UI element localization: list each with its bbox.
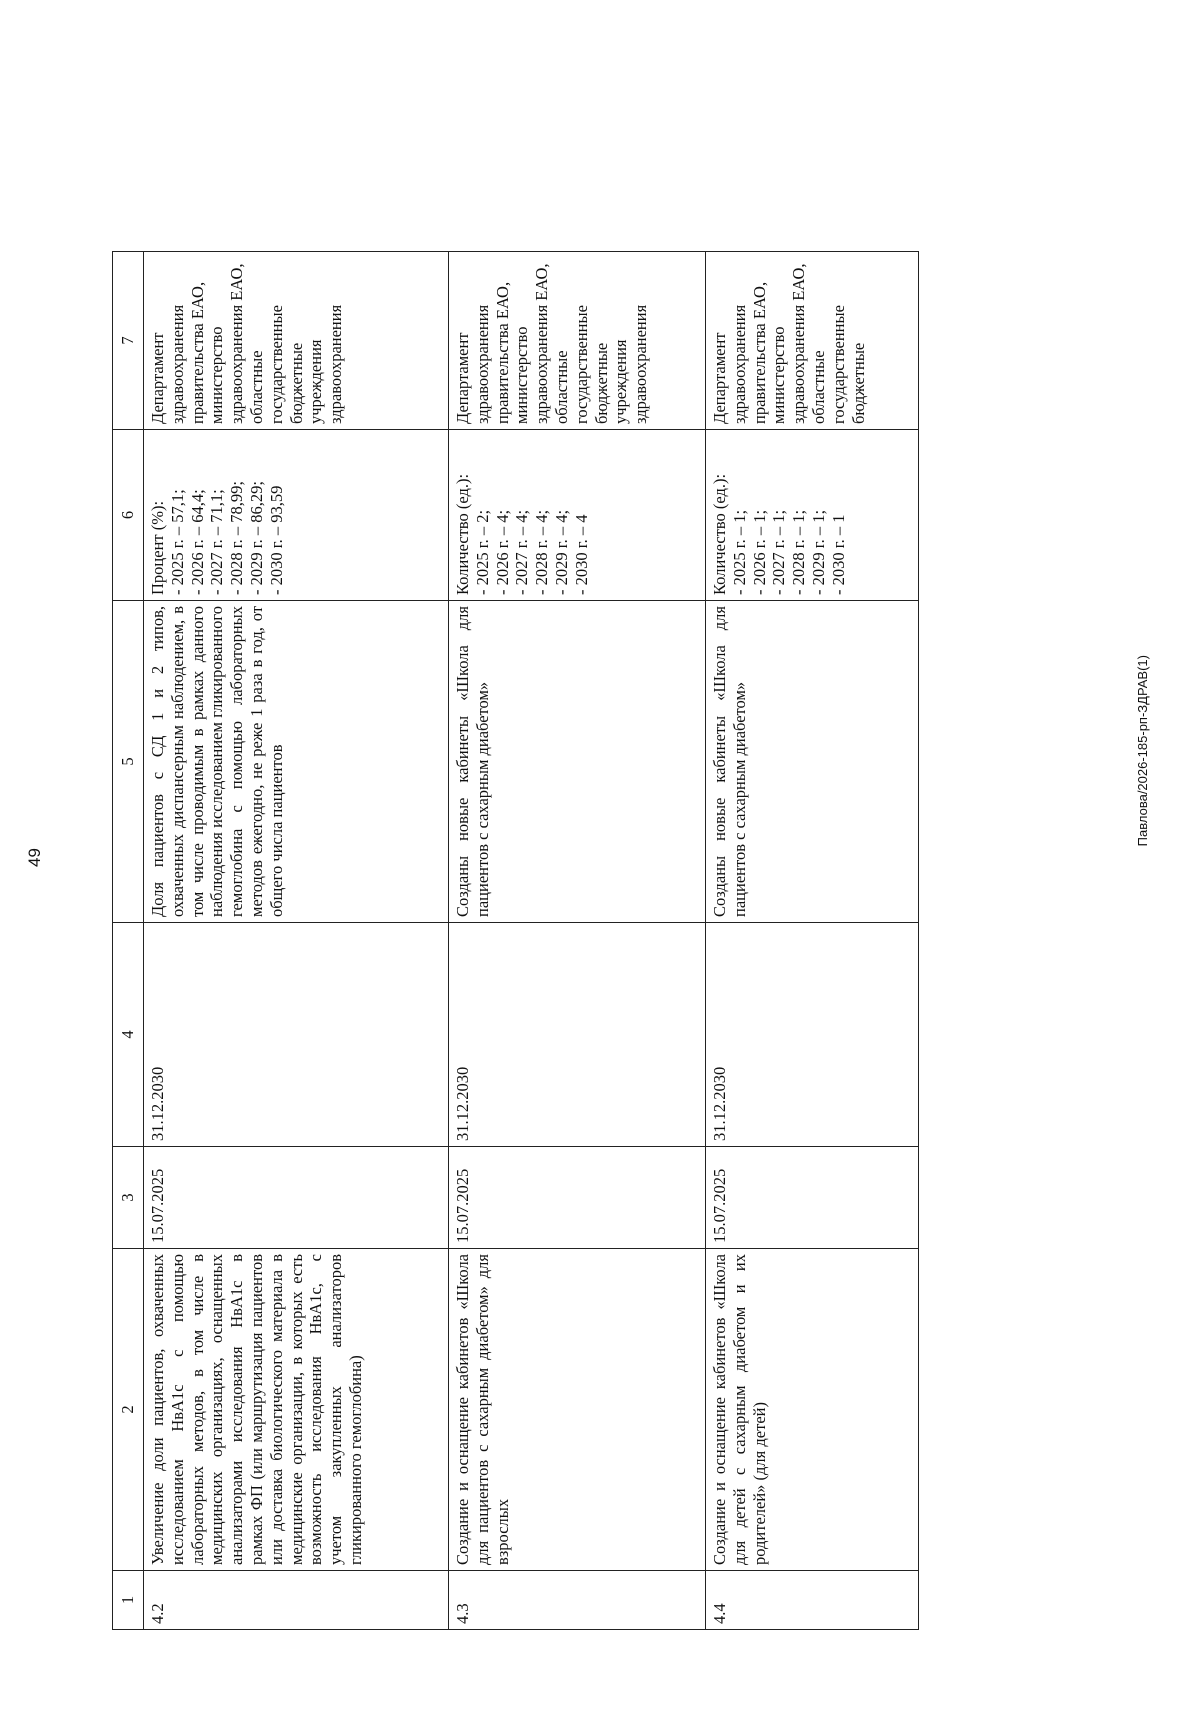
responsible-line: бюджетные: [591, 342, 611, 424]
indicator-item: - 2030 г. – 93,59: [266, 485, 286, 595]
indicator-item: - 2029 г. – 86,29;: [246, 481, 266, 595]
responsible-line: здравоохранения: [167, 304, 187, 424]
indicator-item: - 2026 г. – 4;: [492, 509, 512, 595]
column-header: 6: [113, 430, 144, 601]
responsible-line: областные: [551, 350, 571, 424]
responsible-line: здравоохранения: [326, 304, 346, 424]
indicator-item: - 2029 г. – 1;: [808, 509, 828, 595]
indicator-item: - 2027 г. – 4;: [512, 509, 532, 595]
indicator-item: - 2027 г. – 71,1;: [207, 489, 227, 595]
indicator-title: Процент (%):: [148, 500, 167, 595]
result-cell: Доля пациентов с СД 1 и 2 типов, охваченных диспансерным наблюдением, в том числе проводимым в рамках данного наблюдения исследованием гликированного гемоглобина с помощью лабораторных методов ежегодно, не реже 1 раза в год, от общего числа пациентов: [144, 601, 449, 923]
indicator-item: - 2028 г. – 4;: [532, 509, 552, 595]
start-date-cell: 15.07.2025: [144, 1147, 449, 1249]
indicator-title: Количество (ед.):: [453, 473, 472, 595]
responsible-line: министерство: [207, 326, 227, 424]
indicator-item: - 2026 г. – 64,4;: [187, 489, 207, 595]
responsible-line: бюджетные: [848, 342, 868, 424]
start-date-cell: 15.07.2025: [706, 1147, 919, 1249]
indicator-cell: [144, 430, 449, 601]
responsible-line: учреждения: [306, 339, 326, 424]
result-cell: Созданы новые кабинеты «Школа для пациентов с сахарным диабетом»: [706, 601, 919, 923]
responsible-line: учреждения: [611, 339, 631, 424]
responsible-line: государственные: [571, 305, 591, 424]
responsible-cell: [144, 252, 449, 430]
header-row: [113, 252, 144, 1630]
activity-cell: Создание и оснащение кабинетов «Школа для детей с сахарным диабетом и их родителей» (для детей): [706, 1249, 919, 1571]
responsible-cell: [449, 252, 706, 430]
responsible-line: министерство: [769, 326, 789, 424]
responsible-line: областные: [246, 350, 266, 424]
row-number-cell: 4.2: [144, 1571, 449, 1630]
end-date-cell: 31.12.2030: [706, 923, 919, 1147]
plan-table: [112, 251, 919, 1630]
indicator-item: - 2030 г. – 4: [571, 514, 591, 595]
responsible-line: областные: [808, 350, 828, 424]
responsible-line: здравоохранения: [631, 304, 651, 424]
row-number-cell: 4.4: [706, 1571, 919, 1630]
row-number-cell: 4.3: [449, 1571, 706, 1630]
end-date-cell: 31.12.2030: [144, 923, 449, 1147]
indicator-item: - 2028 г. – 1;: [789, 509, 809, 595]
start-date-cell: 15.07.2025: [449, 1147, 706, 1249]
responsible-line: министерство: [512, 326, 532, 424]
footer-code: Павлова/2026-185-рп-ЗДРАВ(1): [1135, 655, 1150, 847]
responsible-line: здравоохранения: [472, 304, 492, 424]
column-header: 5: [113, 601, 144, 923]
end-date-cell: 31.12.2030: [449, 923, 706, 1147]
table-row: [706, 252, 919, 1630]
responsible-line: Департамент: [148, 332, 167, 424]
responsible-line: здравоохранения ЕАО,: [227, 263, 247, 424]
result-cell: Созданы новые кабинеты «Школа для пациентов с сахарным диабетом»: [449, 601, 706, 923]
responsible-line: государственные: [266, 305, 286, 424]
column-header: 1: [113, 1571, 144, 1630]
responsible-line: государственные: [828, 305, 848, 424]
indicator-item: - 2029 г. – 4;: [551, 509, 571, 595]
responsible-line: правительства ЕАО,: [187, 281, 207, 424]
column-header: 3: [113, 1147, 144, 1249]
table-row: [449, 252, 706, 1630]
indicator-item: - 2027 г. – 1;: [769, 509, 789, 595]
indicator-title: Количество (ед.):: [710, 473, 729, 595]
responsible-line: Департамент: [453, 332, 472, 424]
responsible-line: правительства ЕАО,: [749, 281, 769, 424]
indicator-cell: [449, 430, 706, 601]
indicator-item: - 2025 г. – 1;: [729, 509, 749, 595]
indicator-item: - 2030 г. – 1: [828, 514, 848, 595]
column-header: 4: [113, 923, 144, 1147]
column-header: 7: [113, 252, 144, 430]
responsible-line: правительства ЕАО,: [492, 281, 512, 424]
responsible-line: Департамент: [710, 332, 729, 424]
indicator-cell: [706, 430, 919, 601]
activity-cell: Увеличение доли пациентов, охваченных исследованием НвA1c с помощью лабораторных методов, в том числе в медицинских организациях, оснащенных анализаторами исследования НвA1c в рамках ФП (или маршрутизация пациентов или доставка биологического материала в медицинские организации, в которых есть возможность исследования НвA1c, с учетом закупленных анализаторов гликированного гемоглобина): [144, 1249, 449, 1571]
responsible-line: бюджетные: [286, 342, 306, 424]
indicator-item: - 2026 г. – 1;: [749, 509, 769, 595]
page-number: 49: [25, 848, 44, 867]
table-row: [144, 252, 449, 1630]
column-header: 2: [113, 1249, 144, 1571]
responsible-line: здравоохранения ЕАО,: [532, 263, 552, 424]
responsible-cell: [706, 252, 919, 430]
activity-cell: Создание и оснащение кабинетов «Школа для пациентов с сахарным диабетом» для взрослых: [449, 1249, 706, 1571]
indicator-item: - 2025 г. – 57,1;: [167, 489, 187, 595]
responsible-line: здравоохранения ЕАО,: [789, 263, 809, 424]
indicator-item: - 2025 г. – 2;: [472, 509, 492, 595]
responsible-line: здравоохранения: [729, 304, 749, 424]
indicator-item: - 2028 г. – 78,99;: [227, 481, 247, 595]
